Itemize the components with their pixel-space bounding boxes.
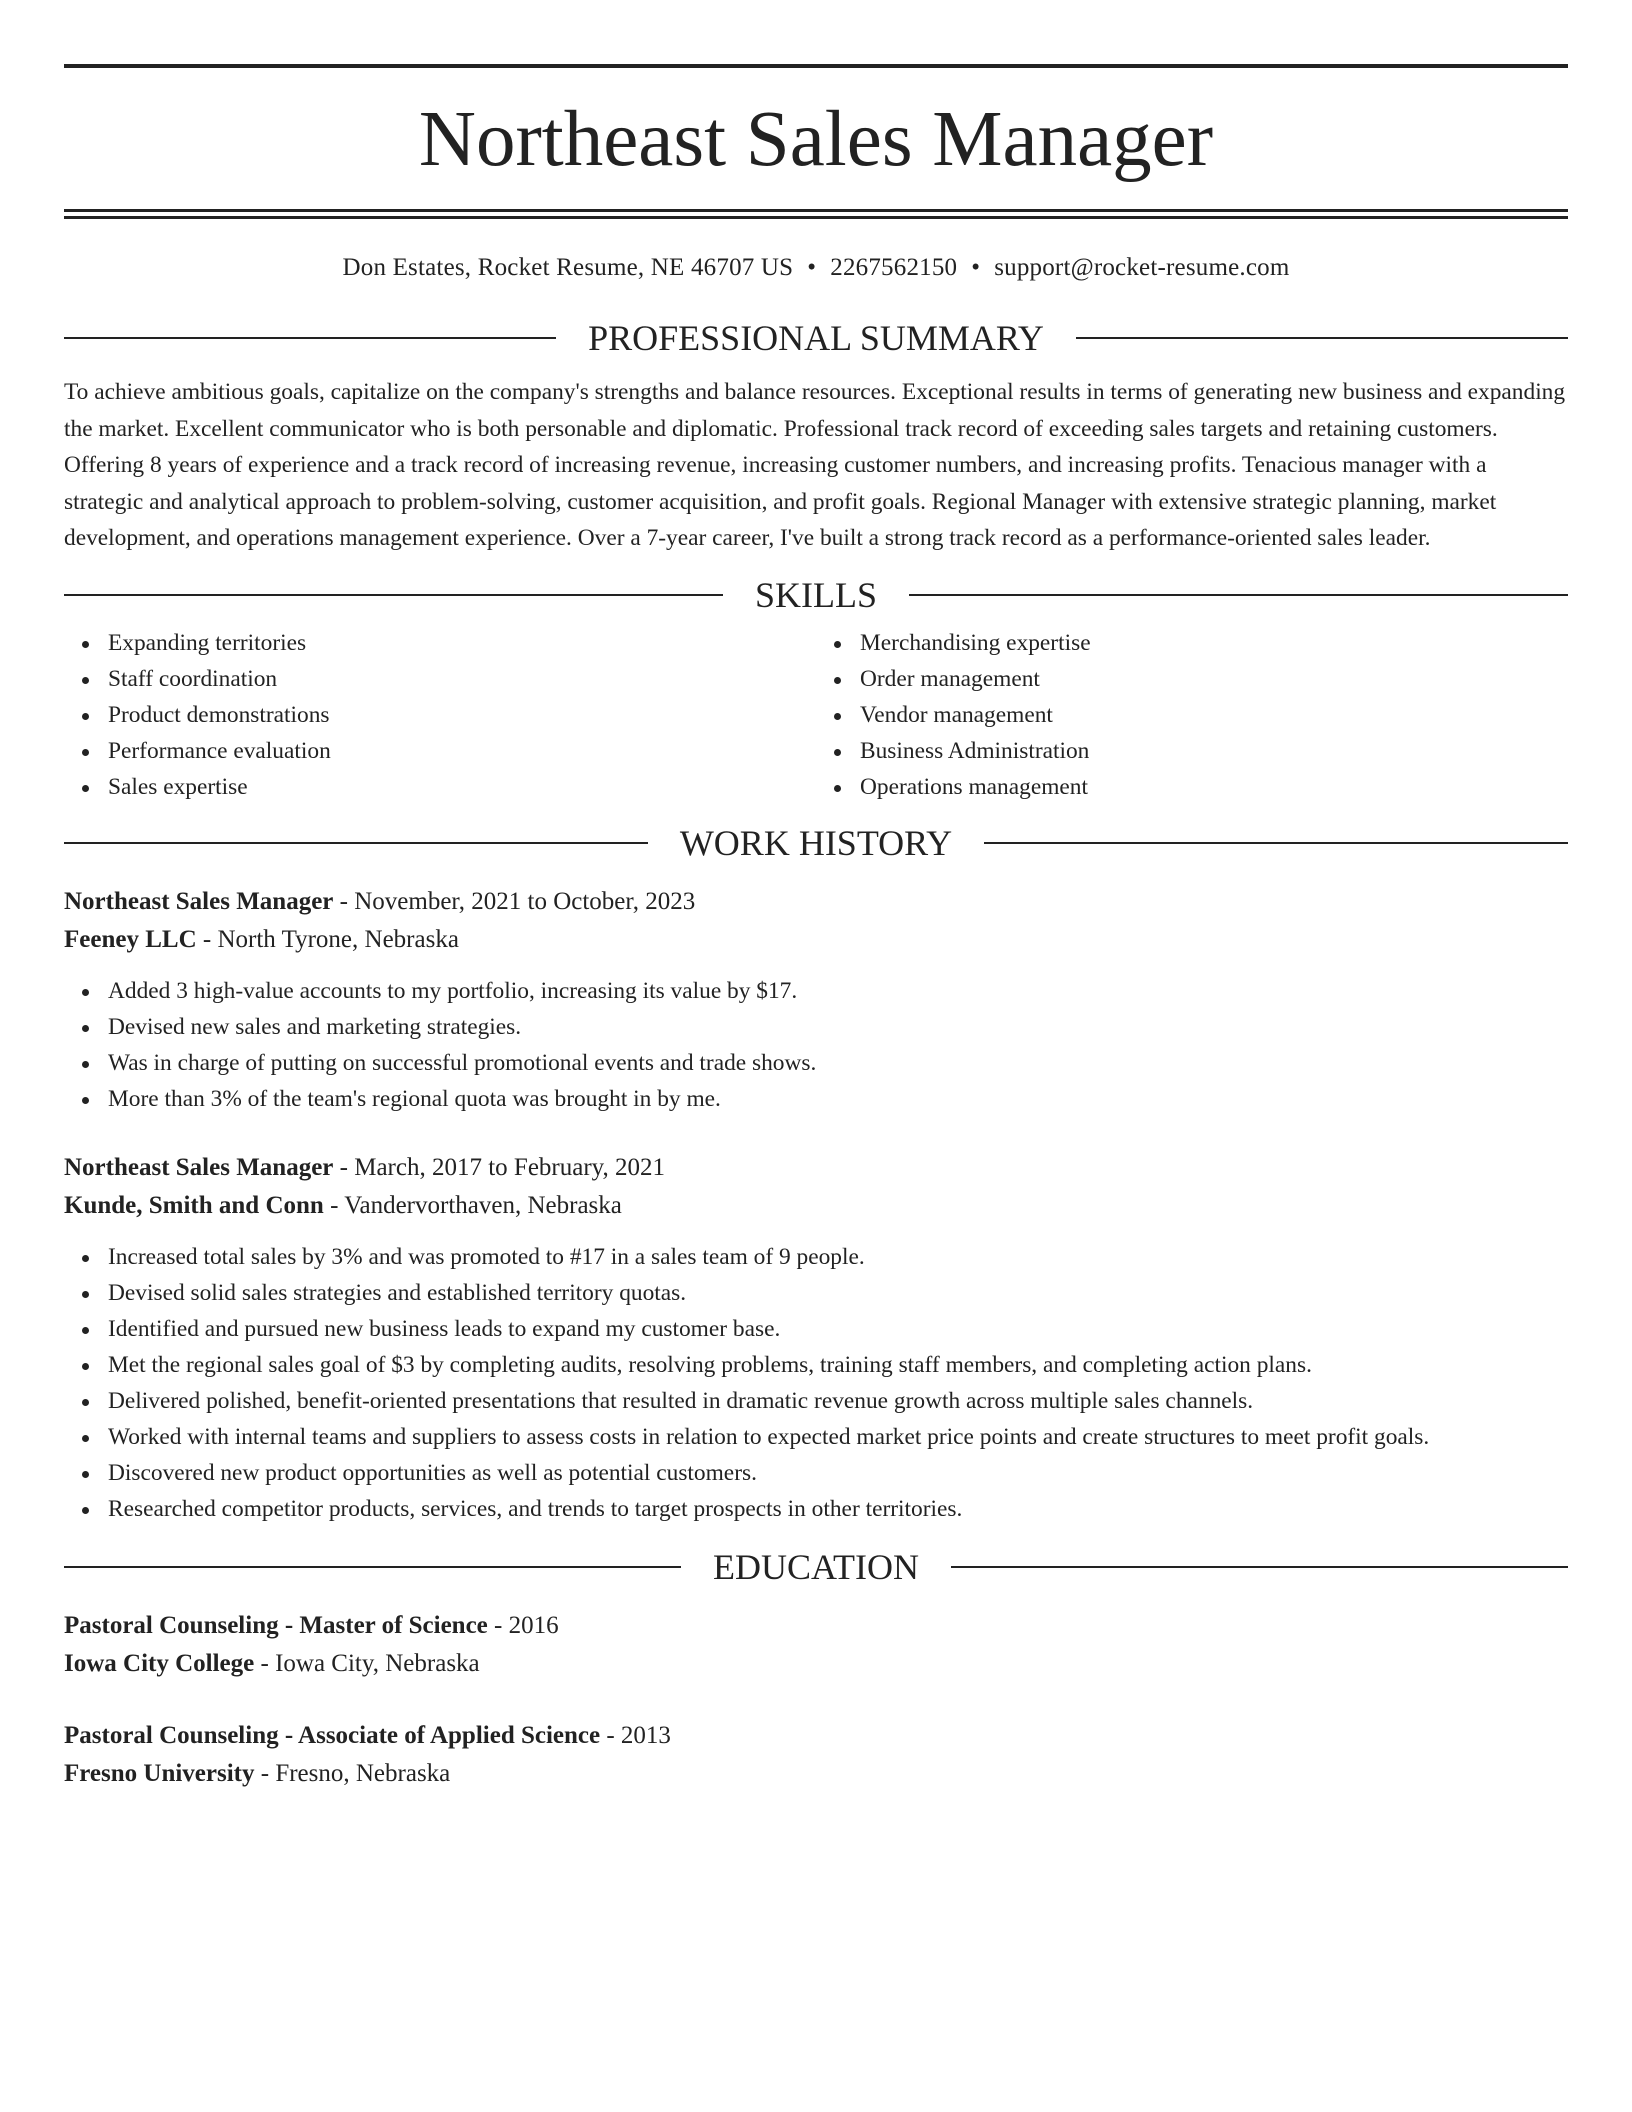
skill-item: Product demonstrations — [108, 697, 816, 733]
education-degree-line — [64, 1717, 1568, 1755]
skills-column-left — [64, 625, 816, 805]
skill-item: Sales expertise — [108, 769, 816, 805]
contact-email: support@rocket-resume.com — [994, 254, 1290, 281]
contact-phone: 2267562150 — [830, 254, 958, 281]
job-bullets — [64, 1239, 1568, 1527]
skills-section-heading — [64, 574, 1568, 615]
skill-item: Merchandising expertise — [860, 625, 1568, 661]
job-bullet: Devised new sales and marketing strategies. — [108, 1009, 1568, 1045]
job-entry — [64, 883, 1568, 1117]
job-bullet: Was in charge of putting on successful promotional events and trade shows. — [108, 1045, 1568, 1081]
contact-line — [64, 255, 1568, 280]
education-year: - 2013 — [600, 1721, 671, 1749]
job-title: Northeast Sales Manager — [64, 1153, 334, 1181]
skill-item: Business Administration — [860, 733, 1568, 769]
heading-rule — [64, 337, 556, 339]
education-heading: EDUCATION — [713, 1546, 919, 1587]
job-title: Northeast Sales Manager — [64, 887, 334, 915]
contact-separator: • — [807, 254, 817, 281]
job-company-line — [64, 921, 1568, 959]
heading-rule — [984, 842, 1568, 844]
job-bullet: Discovered new product opportunities as well as potential customers. — [108, 1455, 1568, 1491]
job-bullet: Delivered polished, benefit-oriented presentations that resulted in dramatic revenue growth across multiple sales channels. — [108, 1383, 1568, 1419]
work-heading: WORK HISTORY — [679, 822, 953, 863]
job-bullet: Increased total sales by 3% and was promoted to #17 in a sales team of 9 people. — [108, 1239, 1568, 1275]
job-bullet: Met the regional sales goal of $3 by completing audits, resolving problems, training staff members, and completing action plans. — [108, 1347, 1568, 1383]
education-school-line — [64, 1645, 1568, 1683]
job-bullets — [64, 973, 1568, 1117]
education-section-heading — [64, 1546, 1568, 1587]
job-bullet: Researched competitor products, services, and trends to target prospects in other territories. — [108, 1491, 1568, 1527]
education-entry — [64, 1607, 1568, 1683]
job-dates: - November, 2021 to October, 2023 — [333, 887, 696, 915]
job-location: - Vandervorthaven, Nebraska — [323, 1191, 622, 1219]
job-location: - North Tyrone, Nebraska — [196, 925, 459, 953]
education-school: Iowa City College — [64, 1649, 255, 1677]
job-title-line — [64, 883, 1568, 921]
education-school: Fresno University — [64, 1759, 255, 1787]
skills-list — [64, 625, 1568, 805]
summary-heading: PROFESSIONAL SUMMARY — [588, 318, 1044, 358]
job-bullet: Identified and pursued new business leads to expand my customer base. — [108, 1311, 1568, 1347]
education-degree-line — [64, 1607, 1568, 1645]
job-company: Feeney LLC — [64, 925, 197, 953]
heading-rule — [64, 842, 648, 844]
education-entry — [64, 1717, 1568, 1793]
contact-separator: • — [971, 254, 981, 281]
job-bullet: More than 3% of the team's regional quota was brought in by me. — [108, 1081, 1568, 1117]
job-title-line — [64, 1149, 1568, 1187]
skill-item: Operations management — [860, 769, 1568, 805]
resume-title: Northeast Sales Manager — [418, 96, 1214, 183]
job-entry — [64, 1149, 1568, 1527]
summary-section-heading — [64, 320, 1568, 356]
job-bullet: Worked with internal teams and suppliers to assess costs in relation to expected market price points and create structures to meet profit goals. — [108, 1419, 1568, 1455]
skills-column-right — [816, 625, 1568, 805]
summary-text: To achieve ambitious goals, capitalize on the company's strengths and balance resources. Exceptional results in terms of generating new business and expanding the market. Excellent communicator who is both personable and diplomatic. Professional track record of exceeding sales targets and retaining customers. Offering 8 years of experience and a track record of increasing revenue, increasing customer numbers, and increasing profits. Tenacious manager with a strategic and analytical approach to problem-solving, customer acquisition, and profit goals. Regional Manager with extensive strategic planning, market development, and operations management experience. Over a 7-year career, I've built a strong track record as a performance-oriented sales leader. — [64, 379, 1566, 552]
job-bullet: Devised solid sales strategies and established territory quotas. — [108, 1275, 1568, 1311]
education-year: - 2016 — [487, 1611, 559, 1639]
job-dates: - March, 2017 to February, 2021 — [333, 1153, 666, 1181]
skill-item: Staff coordination — [108, 661, 816, 697]
work-section-heading — [64, 822, 1568, 863]
heading-rule — [1076, 337, 1568, 339]
heading-rule — [64, 594, 723, 596]
job-company: Kunde, Smith and Conn — [64, 1191, 324, 1219]
skills-heading: SKILLS — [755, 574, 878, 615]
header-double-rule — [64, 209, 1568, 219]
job-bullet: Added 3 high-value accounts to my portfolio, increasing its value by $17. — [108, 973, 1568, 1009]
contact-address: Don Estates, Rocket Resume, NE 46707 US — [342, 254, 794, 281]
skill-item: Performance evaluation — [108, 733, 816, 769]
education-degree: Pastoral Counseling - Associate of Applied Science — [64, 1721, 601, 1749]
education-location: - Iowa City, Nebraska — [254, 1649, 480, 1677]
heading-rule — [909, 594, 1568, 596]
education-degree: Pastoral Counseling - Master of Science — [64, 1611, 488, 1639]
education-location: - Fresno, Nebraska — [254, 1759, 451, 1787]
skill-item: Expanding territories — [108, 625, 816, 661]
job-company-line — [64, 1187, 1568, 1225]
education-school-line — [64, 1755, 1568, 1793]
heading-rule — [64, 1566, 681, 1568]
skill-item: Vendor management — [860, 697, 1568, 733]
heading-rule — [951, 1566, 1568, 1568]
skill-item: Order management — [860, 661, 1568, 697]
